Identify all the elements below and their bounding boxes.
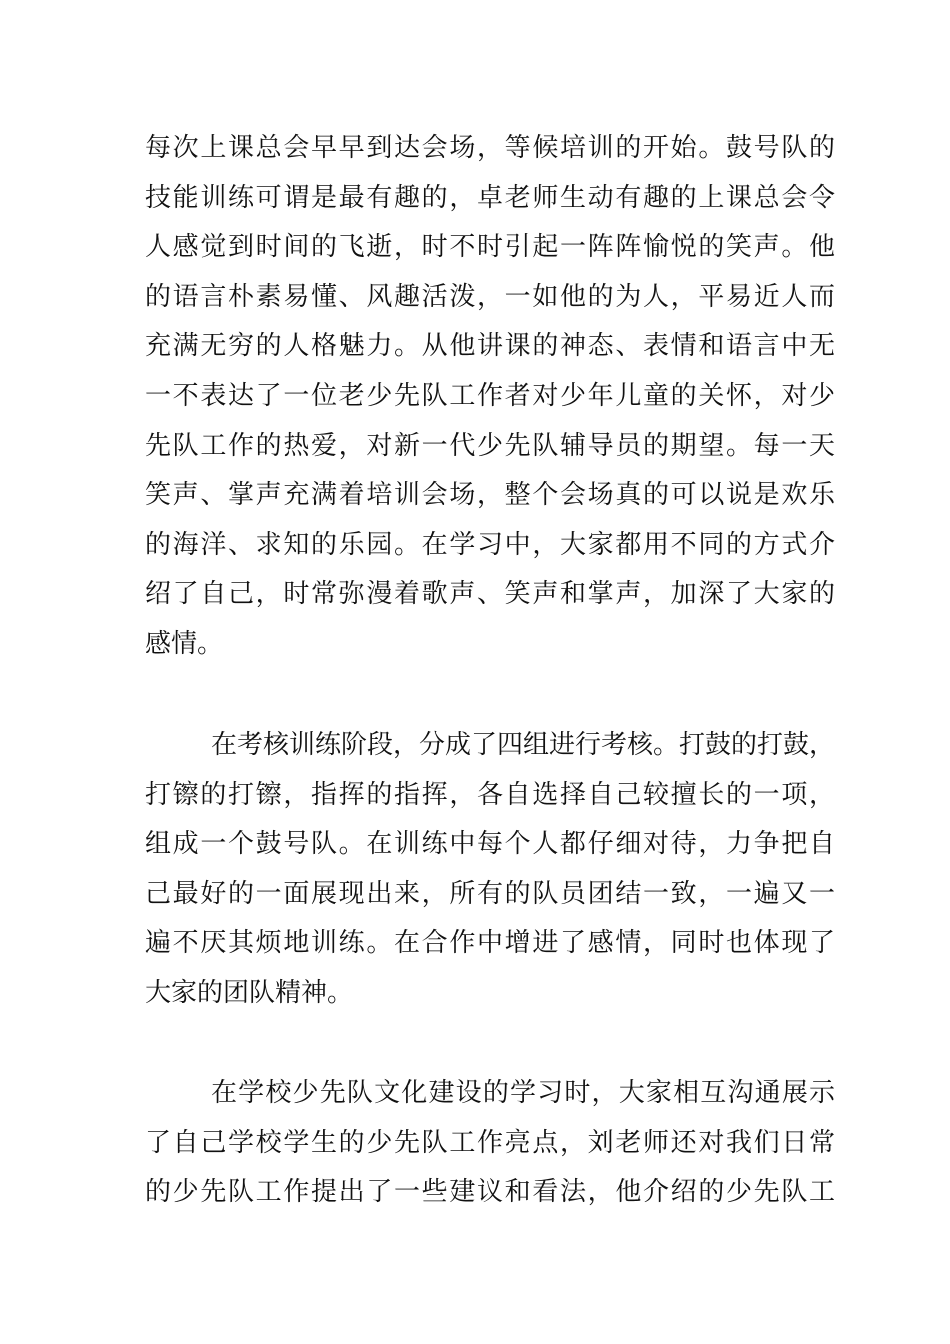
text-line: 遍不厌其烦地训练。在合作中增进了感情，同时也体现了 [145,928,837,959]
text-line: 己最好的一面展现出来，所有的队员团结一致，一遍又一 [145,878,837,909]
text-line: 在考核训练阶段，分成了四组进行考核。打鼓的打鼓， [211,730,836,760]
text-line: 人感觉到时间的飞逝，时不时引起一阵阵愉悦的笑声。他 [145,232,837,263]
text-line: 组成一个鼓号队。在训练中每个人都仔细对待，力争把自 [145,829,837,860]
text-line: 技能训练可谓是最有趣的，卓老师生动有趣的上课总会令 [145,182,837,213]
document-body [145,0,835,1344]
text-line: 笑声、掌声充满着培训会场，整个会场真的可以说是欢乐 [145,480,837,511]
text-line: 先队工作的热爱，对新一代少先队辅导员的期望。每一天 [145,430,837,461]
text-line: 绍了自己，时常弥漫着歌声、笑声和掌声，加深了大家的 [145,579,837,610]
text-line: 大家的团队精神。 [145,978,354,1008]
text-line: 的少先队工作提出了一些建议和看法，他介绍的少先队工 [145,1177,837,1208]
text-line: 感情。 [145,629,224,659]
text-line: 的海洋、求知的乐园。在学习中，大家都用不同的方式介 [145,529,837,560]
text-line: 充满无穷的人格魅力。从他讲课的神态、表情和语言中无 [145,331,837,362]
text-line: 一不表达了一位老少先队工作者对少年儿童的关怀，对少 [145,381,837,411]
text-line: 了自己学校学生的少先队工作亮点，刘老师还对我们日常 [145,1127,837,1158]
text-line: 每次上课总会早早到达会场，等候培训的开始。鼓号队的 [145,133,837,163]
text-line: 在学校少先队文化建设的学习时，大家相互沟通展示 [211,1078,837,1108]
text-line: 打镲的打镲，指挥的指挥，各自选择自己较擅长的一项， [145,779,837,810]
text-line: 的语言朴素易懂、风趣活泼，一如他的为人，平易近人而 [145,281,837,312]
